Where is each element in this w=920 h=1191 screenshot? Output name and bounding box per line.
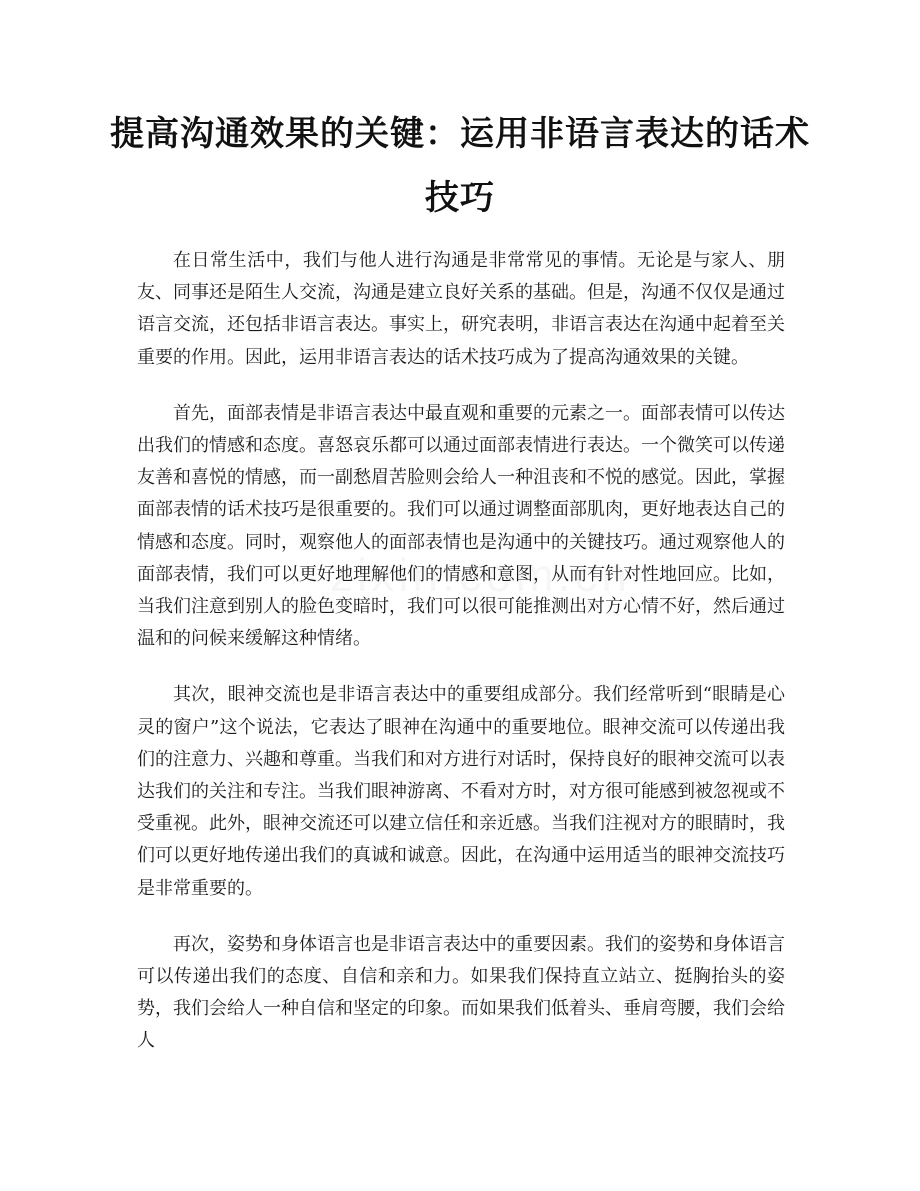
paragraph-4: 再次，姿势和身体语言也是非语言表达中的重要因素。我们的姿势和身体语言可以传递出我们的态度、自信和亲和力。如果我们保持直立站立、挺胸抬头的姿势，我们会给人一种自信和坚定的印象。而如果我们低着头、垂肩弯腰，我们会给人 <box>137 933 785 1052</box>
document-title: 提高沟通效果的关键：运用非语言表达的话术技巧 <box>110 114 810 218</box>
document-body <box>137 245 785 1082</box>
paragraph-3: 其次，眼神交流也是非语言表达中的重要组成部分。我们经常听到“眼睛是心灵的窗户”这个说法，它表达了眼神在沟通中的重要地位。眼神交流可以传递出我们的注意力、兴趣和尊重。当我们和对方进行对话时，保持良好的眼神交流可以表达我们的关注和专注。当我们眼神游离、不看对方时，对方很可能感到被忽视或不受重视。此外，眼神交流还可以建立信任和亲近感。当我们注视对方的眼睛时，我们可以更好地传递出我们的真诚和诚意。因此，在沟通中运用适当的眼神交流技巧是非常重要的。 <box>137 684 785 899</box>
paragraph-2: 首先，面部表情是非语言表达中最直观和重要的元素之一。面部表情可以传达出我们的情感和态度。喜怒哀乐都可以通过面部表情进行表达。一个微笑可以传递友善和喜悦的情感，而一副愁眉苦脸则会给人一种沮丧和不悦的感觉。因此，掌握面部表情的话术技巧是很重要的。我们可以通过调整面部肌肉，更好地表达自己的情感和态度。同时，观察他人的面部表情也是沟通中的关键技巧。通过观察他人的面部表情，我们可以更好地理解他们的情感和意图，从而有针对性地回应。比如，当我们注意到别人的脸色变暗时，我们可以很可能推测出对方心情不好，然后通过温和的问候来缓解这种情绪。 <box>137 402 785 650</box>
paragraph-1: 在日常生活中，我们与他人进行沟通是非常常见的事情。无论是与家人、朋友、同事还是陌生人交流，沟通是建立良好关系的基础。但是，沟通不仅仅是通过语言交流，还包括非语言表达。事实上，研究表明，非语言表达在沟通中起着至关重要的作用。因此，运用非语言表达的话术技巧成为了提高沟通效果的关键。 <box>137 250 785 368</box>
